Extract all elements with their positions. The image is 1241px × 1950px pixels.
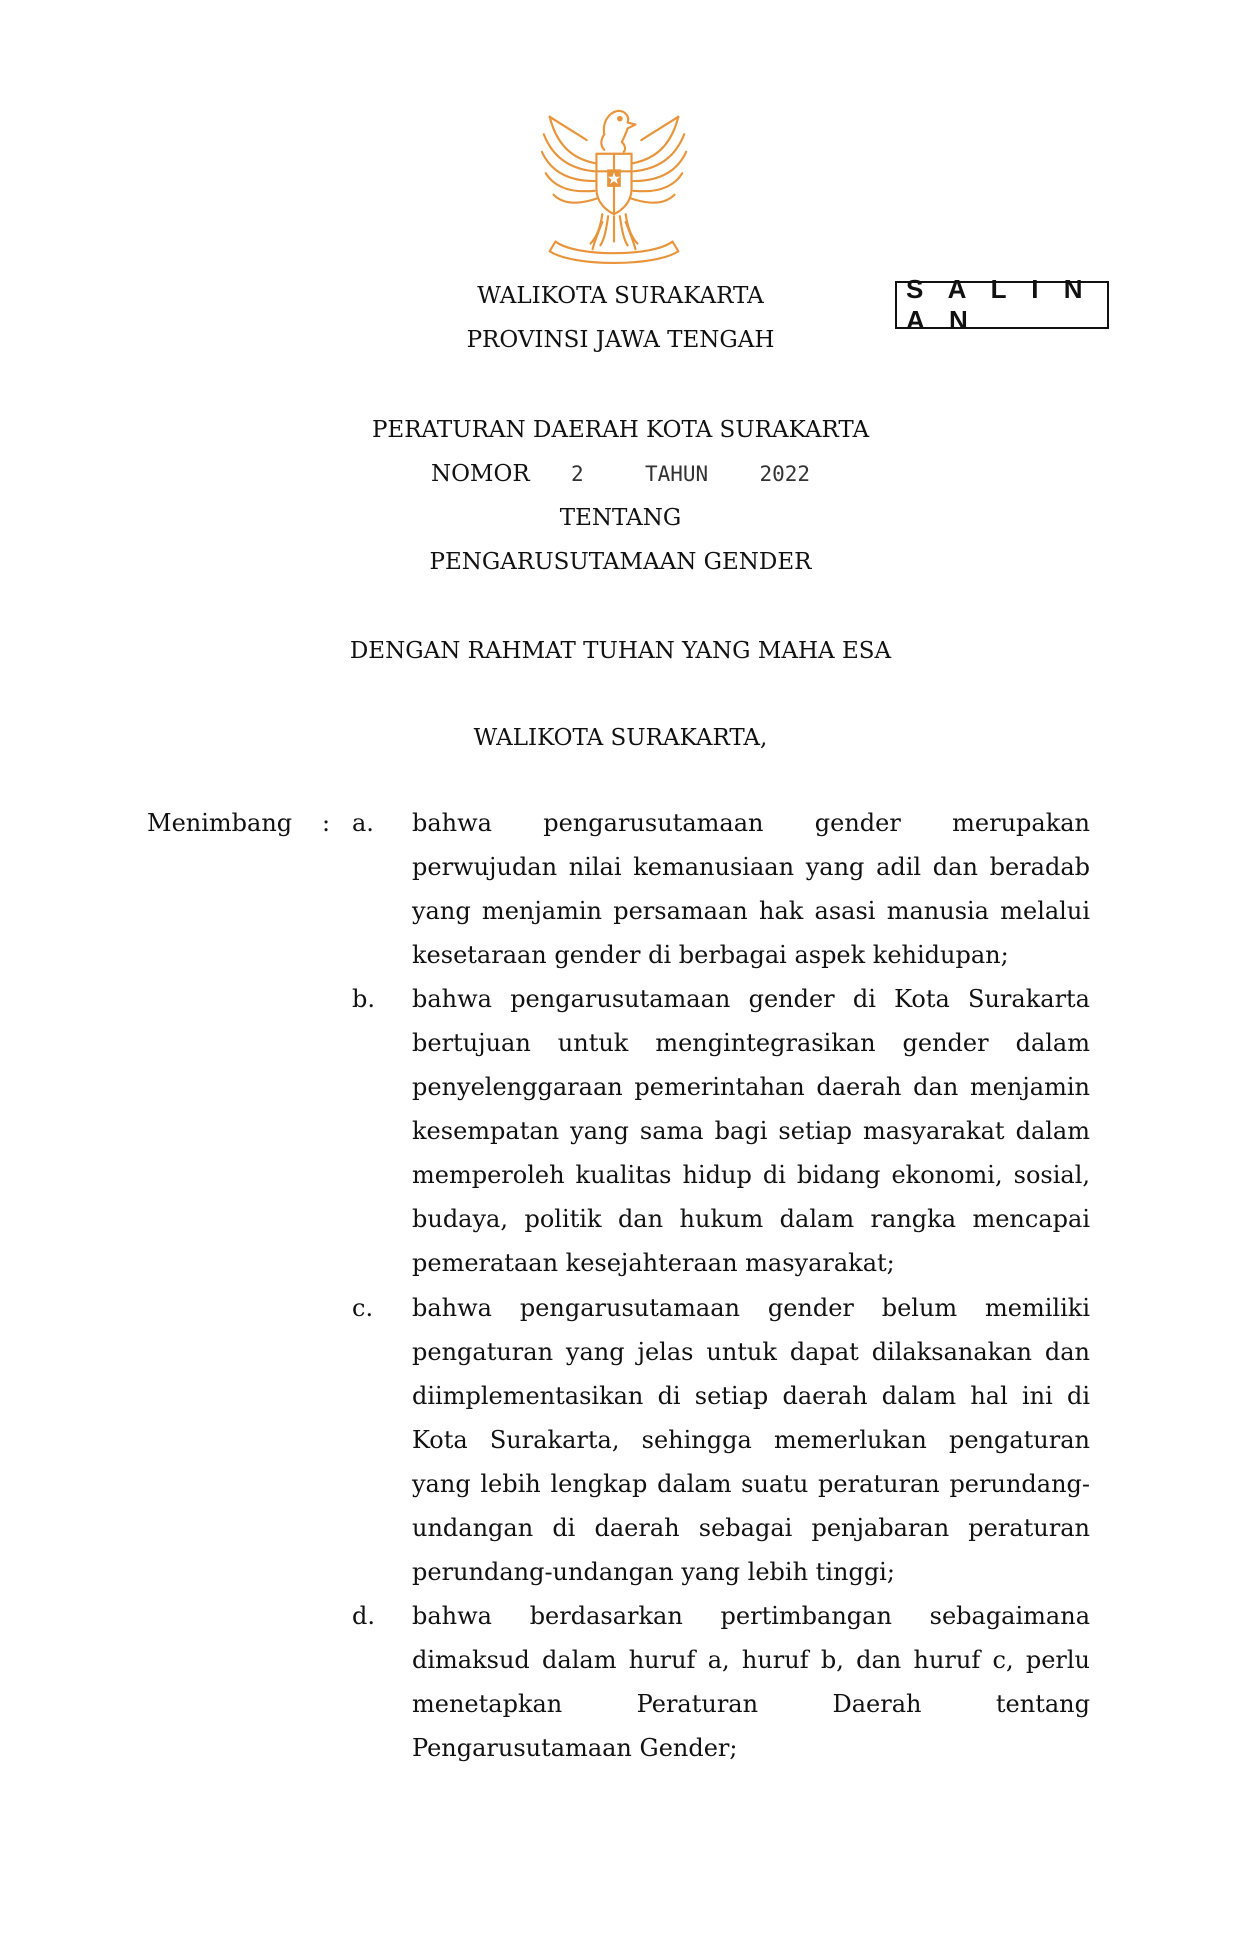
- considering-item-letter: b.: [352, 985, 375, 1013]
- considering-item-letter: a.: [352, 809, 374, 837]
- header-walikota: WALIKOTA SURAKARTA: [477, 283, 764, 309]
- considering-item-letter: c.: [352, 1294, 374, 1322]
- nomor-value: 2: [570, 462, 584, 486]
- regulation-number-line: [0, 459, 1241, 489]
- preamble-blessing: DENGAN RAHMAT TUHAN YANG MAHA ESA: [349, 638, 892, 664]
- considering-colon: :: [322, 809, 331, 837]
- nomor-label: NOMOR: [430, 461, 530, 487]
- header-provinsi: PROVINSI JAWA TENGAH: [466, 327, 775, 353]
- regulation-tentang: TENTANG: [559, 505, 682, 531]
- garuda-pancasila-emblem: [536, 95, 692, 271]
- tahun-value: 2022: [759, 462, 811, 486]
- considering-item-text: bahwa pengarusutamaan gender merupakan perwujudan nilai kemanusiaan yang adil dan beradab yang menjamin persamaan hak asasi manusia melalui kesetaraan gender di berbagai aspek kehidupan;: [412, 809, 1090, 969]
- considering-label: Menimbang: [147, 809, 293, 837]
- considering-item-text: bahwa pengarusutamaan gender belum memiliki pengaturan yang jelas untuk dapat dilaksanakan dan diimplementasikan di setiap daerah dalam hal ini di Kota Surakarta, sehingga memerlukan pengaturan yang lebih lengkap dalam suatu peraturan perundang-undangan di daerah sebagai penjabaran peraturan perundang-undangan yang lebih tinggi;: [412, 1294, 1090, 1586]
- considering-item-text: bahwa berdasarkan pertimbangan sebagaimana dimaksud dalam huruf a, huruf b, dan huruf c, perlu menetapkan Peraturan Daerah tentang Pengarusutamaan Gender;: [412, 1602, 1090, 1762]
- considering-item-text: bahwa pengarusutamaan gender di Kota Surakarta bertujuan untuk mengintegrasikan gender dalam penyelenggaraan pemerintahan daerah dan menjamin kesempatan yang sama bagi setiap masyarakat dalam memperoleh kualitas hidup di bidang ekonomi, sosial, budaya, politik dan hukum dalam rangka mencapai pemerataan kesejahteraan masyarakat;: [412, 985, 1090, 1277]
- regulation-subject: PENGARUSUTAMAAN GENDER: [429, 549, 812, 575]
- salinan-stamp: S A L I N A N: [895, 281, 1109, 329]
- tahun-label: TAHUN: [644, 462, 709, 486]
- regulation-title: PERATURAN DAERAH KOTA SURAKARTA: [371, 417, 870, 443]
- considering-item-letter: d.: [352, 1602, 375, 1630]
- preamble-authority: WALIKOTA SURAKARTA,: [473, 725, 768, 751]
